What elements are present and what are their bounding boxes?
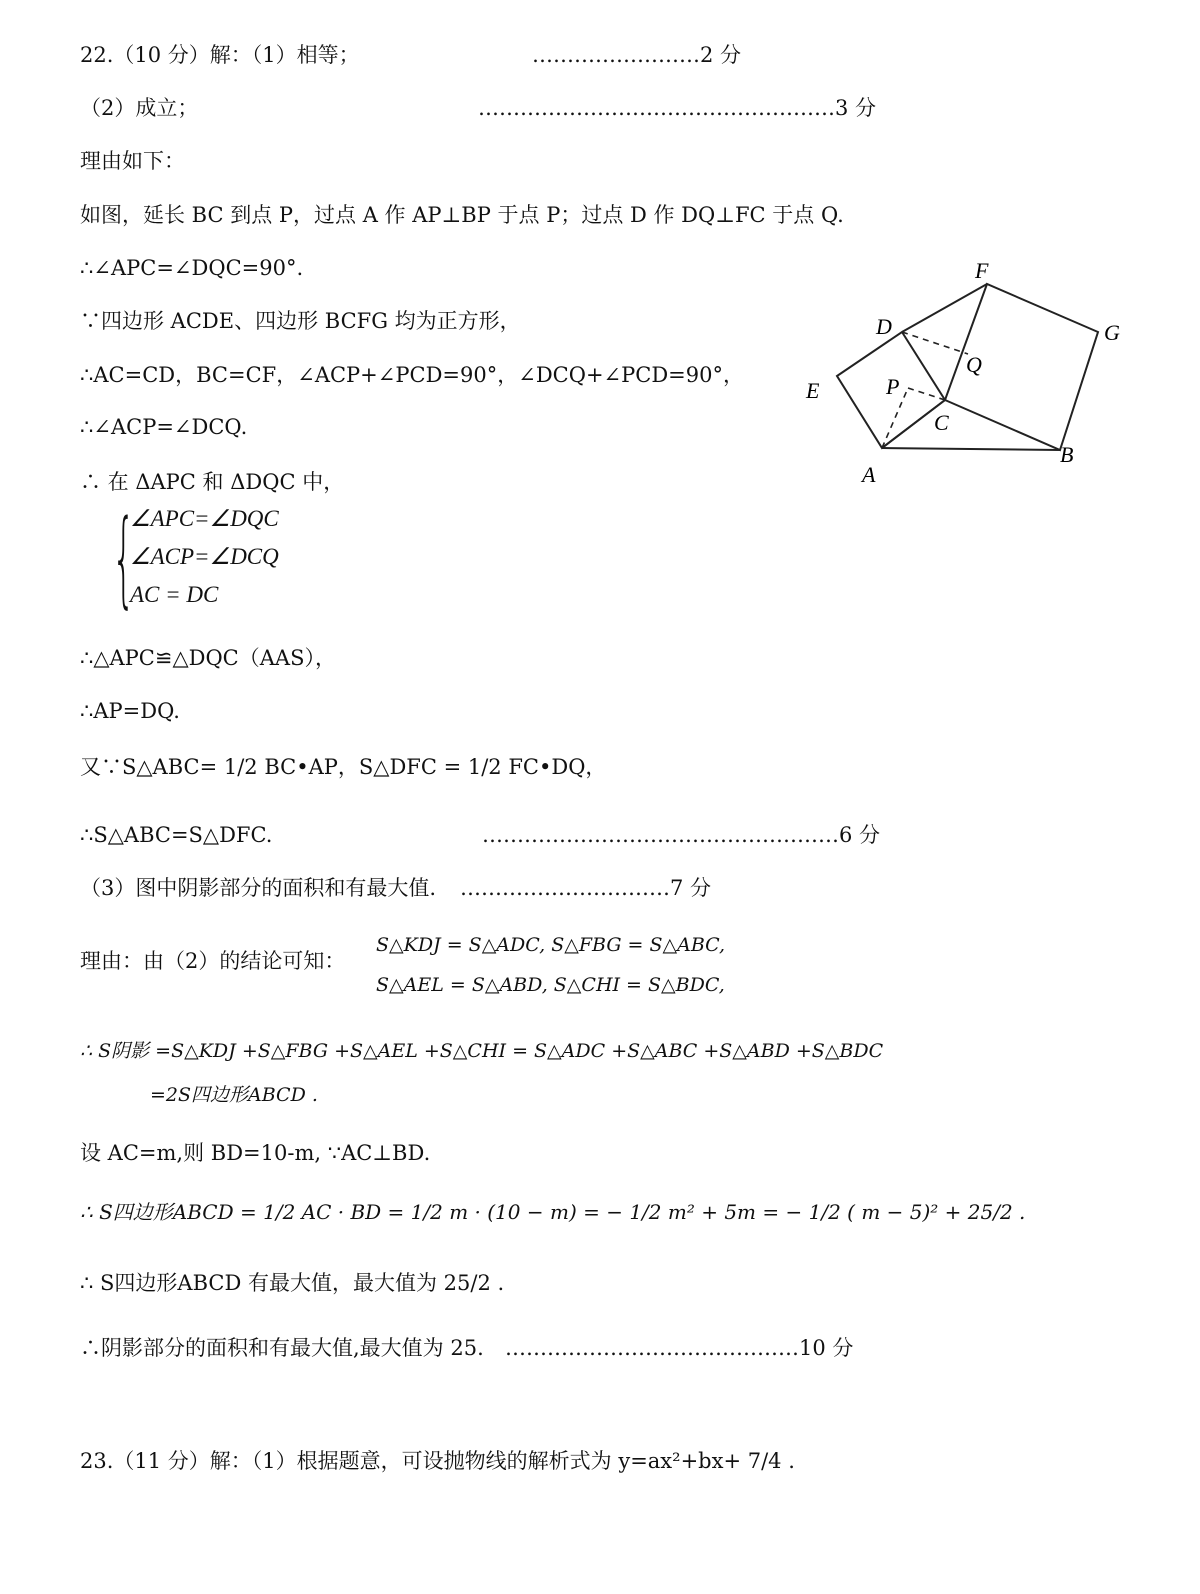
segment-ab — [882, 448, 1060, 450]
label-A: A — [862, 462, 876, 487]
step-squares: ∵四边形 ACDE、四边形 BCFG 均为正方形， — [80, 309, 521, 333]
conclusion-max: ∴阴影部分的面积和有最大值,最大值为 25. — [80, 1336, 484, 1360]
q22-part1 — [80, 40, 360, 70]
score-3: ……………………………………………3 分 — [478, 96, 877, 120]
eq-area-max: ∴ S四边形ABCD 有最大值，最大值为 25/2 . — [80, 1271, 505, 1295]
step-ap-dq: ∴AP=DQ. — [80, 699, 180, 723]
step-area-formulas: 又∵S△ABC= 1/2 BC•AP，S△DFC = 1/2 FC•DQ， — [80, 755, 607, 779]
q22-part2: （2）成立； — [80, 96, 199, 120]
system-row-3: AC = DC — [130, 582, 219, 607]
eq-known-1: S△KDJ = S△ADC, S△FBG = S△ABC, — [376, 934, 726, 956]
q22-part1-text: 22.（10 分）解：（1）相等； — [80, 43, 360, 67]
segment-df — [902, 284, 987, 332]
label-B: B — [1060, 442, 1074, 467]
step-equal-sides: ∴AC=CD，BC=CF，∠ACP+∠PCD=90°，∠DCQ+∠PCD=90°， — [80, 363, 744, 387]
score-2: ……………………2 分 — [532, 43, 742, 67]
brace: { — [112, 497, 136, 619]
system-row-1: ∠APC=∠DQC — [130, 506, 279, 531]
label-C: C — [934, 410, 949, 435]
label-P: P — [886, 374, 900, 399]
label-Q: Q — [966, 352, 982, 377]
reason-heading: 理由如下： — [80, 149, 185, 173]
score-7: …………………………7 分 — [460, 876, 712, 900]
step-area-equal: ∴S△ABC=S△DFC. — [80, 823, 273, 847]
geometry-figure — [790, 250, 1140, 490]
set-ac-m: 设 AC=m,则 BD=10-m, ∵AC⊥BD. — [80, 1141, 431, 1165]
eq-known-2: S△AEL = S△ABD, S△CHI = S△BDC, — [376, 974, 725, 996]
segment-dq-dashed — [902, 332, 968, 354]
congruence-system — [112, 497, 372, 619]
reason-from-part2: 理由：由（2）的结论可知： — [80, 949, 346, 973]
label-D: D — [876, 314, 892, 339]
q23-part1: 23.（11 分）解：（1）根据题意，可设抛物线的解析式为 y=ax²+bx+ 7/4 . — [80, 1449, 795, 1473]
step-congruent: ∴△APC≌△DQC（AAS）， — [80, 646, 336, 670]
q22-part3: （3）图中阴影部分的面积和有最大值. — [80, 876, 437, 900]
score-10: ……………………………………10 分 — [505, 1336, 854, 1360]
label-F: F — [975, 258, 989, 283]
eq-area-quadratic: ∴ S四边形ABCD = 1/2 AC · BD = 1/2 m · (10 − m) = − 1/2 m² + 5m = − 1/2 ( m − 5)² + 25/2 . — [80, 1200, 1026, 1224]
label-E: E — [806, 378, 820, 403]
eq-shadow-sum: ∴ S阴影 =S△KDJ +S△FBG +S△AEL +S△CHI = S△ADC +S△ABC +S△ABD +S△BDC — [80, 1040, 884, 1062]
label-G: G — [1104, 320, 1120, 345]
step-in-triangles: ∴ 在 ΔAPC 和 ΔDQC 中， — [80, 470, 345, 494]
step-right-angles: ∴∠APC=∠DQC=90°. — [80, 256, 304, 280]
eq-shadow-result: =2S四边形ABCD . — [150, 1084, 318, 1106]
step-equal-angles: ∴∠ACP=∠DCQ. — [80, 415, 248, 439]
score-6: ……………………………………………6 分 — [482, 823, 881, 847]
construction-text: 如图，延长 BC 到点 P，过点 A 作 AP⊥BP 于点 P；过点 D 作 DQ⊥FC 于点 Q. — [80, 203, 844, 227]
system-row-2: ∠ACP=∠DCQ — [130, 544, 279, 569]
